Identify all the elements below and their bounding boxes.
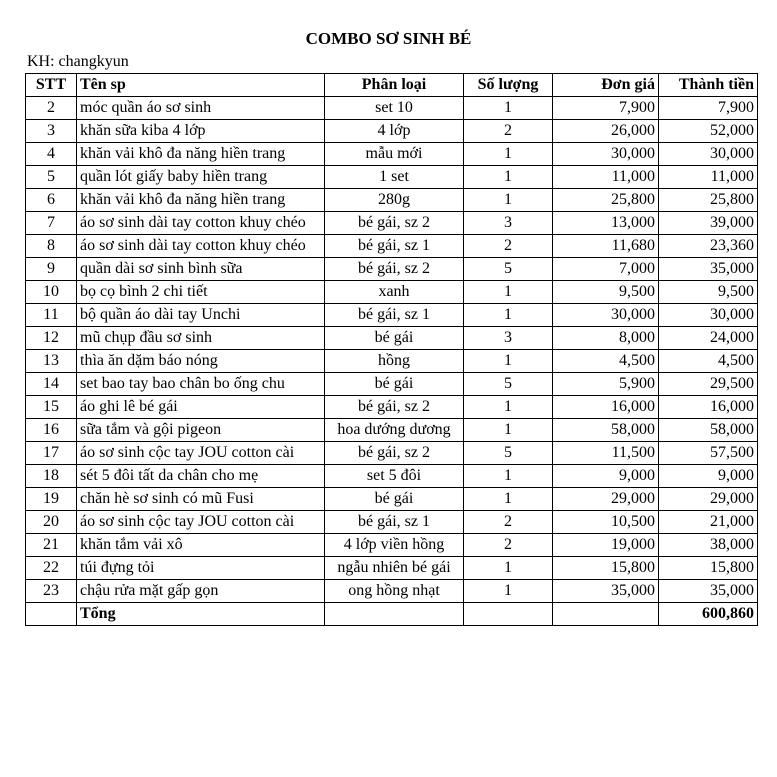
cell-name: áo sơ sinh dài tay cotton khuy chéo xyxy=(77,235,325,258)
table-row xyxy=(26,304,758,327)
cell-name: set bao tay bao chân bo ống chu xyxy=(77,373,325,396)
cell-type: set 5 đôi xyxy=(325,465,464,488)
cell-qty: 5 xyxy=(464,442,553,465)
cell-stt: 22 xyxy=(26,557,77,580)
cell-name: sét 5 đôi tất da chân cho mẹ xyxy=(77,465,325,488)
cell-price: 10,500 xyxy=(553,511,659,534)
cell-total: 9,500 xyxy=(659,281,758,304)
cell-price: 5,900 xyxy=(553,373,659,396)
cell-total: 15,800 xyxy=(659,557,758,580)
cell-total: 35,000 xyxy=(659,258,758,281)
cell-type: bé gái, sz 1 xyxy=(325,304,464,327)
cell-type: 280g xyxy=(325,189,464,212)
cell-total: 52,000 xyxy=(659,120,758,143)
table-row xyxy=(26,189,758,212)
cell-price: 15,800 xyxy=(553,557,659,580)
cell-name: chăn hè sơ sinh có mũ Fusi xyxy=(77,488,325,511)
cell-total: 7,900 xyxy=(659,97,758,120)
cell-price: 11,680 xyxy=(553,235,659,258)
table-row xyxy=(26,511,758,534)
cell-name: khăn tắm vải xô xyxy=(77,534,325,557)
cell-qty: 5 xyxy=(464,373,553,396)
cell-type: bé gái xyxy=(325,373,464,396)
cell-qty: 1 xyxy=(464,189,553,212)
cell-price: 30,000 xyxy=(553,143,659,166)
cell-stt: 3 xyxy=(26,120,77,143)
cell-stt: 13 xyxy=(26,350,77,373)
table-header-row xyxy=(26,74,758,97)
cell-type: bé gái xyxy=(325,488,464,511)
cell-price: 9,000 xyxy=(553,465,659,488)
cell-type: 4 lớp xyxy=(325,120,464,143)
table-row xyxy=(26,373,758,396)
cell-stt: 21 xyxy=(26,534,77,557)
cell-stt: 7 xyxy=(26,212,77,235)
cell-stt: 16 xyxy=(26,419,77,442)
cell-type: bé gái, sz 2 xyxy=(325,212,464,235)
table-footer-row xyxy=(26,603,758,626)
cell-type: xanh xyxy=(325,281,464,304)
cell-qty: 1 xyxy=(464,396,553,419)
cell-stt: 8 xyxy=(26,235,77,258)
cell-name: áo sơ sinh cộc tay JOU cotton cài xyxy=(77,442,325,465)
footer-price-cell xyxy=(553,603,659,626)
cell-type: bé gái, sz 2 xyxy=(325,258,464,281)
table-row xyxy=(26,488,758,511)
header-stt: STT xyxy=(26,74,77,97)
cell-type: bé gái, sz 2 xyxy=(325,396,464,419)
cell-qty: 3 xyxy=(464,212,553,235)
table-row xyxy=(26,419,758,442)
cell-name: bộ quần áo dài tay Unchi xyxy=(77,304,325,327)
cell-price: 9,500 xyxy=(553,281,659,304)
cell-total: 29,000 xyxy=(659,488,758,511)
cell-total: 4,500 xyxy=(659,350,758,373)
cell-price: 7,900 xyxy=(553,97,659,120)
cell-price: 30,000 xyxy=(553,304,659,327)
cell-stt: 23 xyxy=(26,580,77,603)
cell-name: bọ cọ bình 2 chi tiết xyxy=(77,281,325,304)
table-row xyxy=(26,235,758,258)
cell-stt: 2 xyxy=(26,97,77,120)
table-row xyxy=(26,580,758,603)
cell-qty: 5 xyxy=(464,258,553,281)
cell-price: 25,800 xyxy=(553,189,659,212)
cell-name: sữa tắm và gội pigeon xyxy=(77,419,325,442)
combo-table xyxy=(25,73,758,626)
cell-name: quần dài sơ sinh bình sữa xyxy=(77,258,325,281)
cell-type: ong hồng nhạt xyxy=(325,580,464,603)
cell-name: móc quần áo sơ sinh xyxy=(77,97,325,120)
header-total: Thành tiền xyxy=(659,74,758,97)
cell-qty: 2 xyxy=(464,235,553,258)
cell-stt: 12 xyxy=(26,327,77,350)
table-row xyxy=(26,166,758,189)
cell-name: quần lót giấy baby hiền trang xyxy=(77,166,325,189)
cell-name: khăn sữa kiba 4 lớp xyxy=(77,120,325,143)
table-row xyxy=(26,97,758,120)
cell-total: 16,000 xyxy=(659,396,758,419)
cell-price: 4,500 xyxy=(553,350,659,373)
cell-total: 58,000 xyxy=(659,419,758,442)
cell-type: mẫu mới xyxy=(325,143,464,166)
cell-stt: 15 xyxy=(26,396,77,419)
cell-name: áo ghi lê bé gái xyxy=(77,396,325,419)
cell-price: 29,000 xyxy=(553,488,659,511)
cell-stt: 19 xyxy=(26,488,77,511)
footer-type-cell xyxy=(325,603,464,626)
cell-stt: 10 xyxy=(26,281,77,304)
cell-total: 30,000 xyxy=(659,143,758,166)
cell-qty: 1 xyxy=(464,488,553,511)
cell-qty: 2 xyxy=(464,534,553,557)
cell-price: 13,000 xyxy=(553,212,659,235)
cell-total: 24,000 xyxy=(659,327,758,350)
header-type: Phân loại xyxy=(325,74,464,97)
cell-type: hoa dướng dương xyxy=(325,419,464,442)
document-title: COMBO SƠ SINH BÉ xyxy=(305,29,472,48)
cell-type: bé gái, sz 1 xyxy=(325,511,464,534)
cell-stt: 14 xyxy=(26,373,77,396)
cell-total: 9,000 xyxy=(659,465,758,488)
cell-total: 35,000 xyxy=(659,580,758,603)
cell-qty: 2 xyxy=(464,511,553,534)
table-body xyxy=(26,97,758,603)
cell-type: bé gái, sz 2 xyxy=(325,442,464,465)
cell-price: 35,000 xyxy=(553,580,659,603)
cell-price: 19,000 xyxy=(553,534,659,557)
cell-type: ngẫu nhiên bé gái xyxy=(325,557,464,580)
table-row xyxy=(26,327,758,350)
cell-stt: 18 xyxy=(26,465,77,488)
header-price: Đơn giá xyxy=(553,74,659,97)
cell-price: 11,500 xyxy=(553,442,659,465)
table-row xyxy=(26,465,758,488)
footer-label: Tổng xyxy=(77,603,325,626)
footer-stt-cell xyxy=(26,603,77,626)
table-row xyxy=(26,281,758,304)
cell-total: 23,360 xyxy=(659,235,758,258)
table-row xyxy=(26,120,758,143)
cell-total: 11,000 xyxy=(659,166,758,189)
cell-qty: 1 xyxy=(464,304,553,327)
cell-stt: 17 xyxy=(26,442,77,465)
cell-name: áo sơ sinh dài tay cotton khuy chéo xyxy=(77,212,325,235)
cell-stt: 9 xyxy=(26,258,77,281)
cell-stt: 11 xyxy=(26,304,77,327)
cell-name: áo sơ sinh cộc tay JOU cotton cài xyxy=(77,511,325,534)
cell-stt: 4 xyxy=(26,143,77,166)
cell-stt: 6 xyxy=(26,189,77,212)
cell-price: 8,000 xyxy=(553,327,659,350)
cell-type: set 10 xyxy=(325,97,464,120)
cell-name: chậu rửa mặt gấp gọn xyxy=(77,580,325,603)
cell-type: bé gái xyxy=(325,327,464,350)
cell-price: 11,000 xyxy=(553,166,659,189)
footer-qty-cell xyxy=(464,603,553,626)
cell-qty: 2 xyxy=(464,120,553,143)
cell-qty: 1 xyxy=(464,580,553,603)
customer-label: KH: changkyun xyxy=(27,53,129,70)
table-row xyxy=(26,557,758,580)
cell-name: khăn vải khô đa năng hiền trang xyxy=(77,143,325,166)
table-row xyxy=(26,396,758,419)
cell-total: 39,000 xyxy=(659,212,758,235)
cell-total: 29,500 xyxy=(659,373,758,396)
header-qty: Số lượng xyxy=(464,74,553,97)
cell-name: khăn vải khô đa năng hiền trang xyxy=(77,189,325,212)
cell-name: túi đựng tỏi xyxy=(77,557,325,580)
cell-price: 26,000 xyxy=(553,120,659,143)
cell-total: 25,800 xyxy=(659,189,758,212)
cell-type: 4 lớp viền hồng xyxy=(325,534,464,557)
table-row xyxy=(26,534,758,557)
header-name: Tên sp xyxy=(77,74,325,97)
table-row xyxy=(26,143,758,166)
table-row xyxy=(26,212,758,235)
cell-price: 58,000 xyxy=(553,419,659,442)
cell-qty: 1 xyxy=(464,143,553,166)
cell-total: 38,000 xyxy=(659,534,758,557)
cell-qty: 1 xyxy=(464,97,553,120)
cell-qty: 1 xyxy=(464,465,553,488)
cell-stt: 20 xyxy=(26,511,77,534)
cell-type: bé gái, sz 1 xyxy=(325,235,464,258)
cell-qty: 1 xyxy=(464,166,553,189)
cell-type: hồng xyxy=(325,350,464,373)
cell-total: 21,000 xyxy=(659,511,758,534)
cell-qty: 1 xyxy=(464,419,553,442)
cell-qty: 1 xyxy=(464,281,553,304)
cell-price: 7,000 xyxy=(553,258,659,281)
cell-price: 16,000 xyxy=(553,396,659,419)
cell-qty: 1 xyxy=(464,350,553,373)
cell-stt: 5 xyxy=(26,166,77,189)
table-row xyxy=(26,442,758,465)
table-row xyxy=(26,258,758,281)
cell-qty: 1 xyxy=(464,557,553,580)
footer-total: 600,860 xyxy=(659,603,758,626)
cell-name: thìa ăn dặm báo nóng xyxy=(77,350,325,373)
cell-total: 57,500 xyxy=(659,442,758,465)
cell-qty: 3 xyxy=(464,327,553,350)
cell-total: 30,000 xyxy=(659,304,758,327)
cell-type: 1 set xyxy=(325,166,464,189)
cell-name: mũ chụp đầu sơ sinh xyxy=(77,327,325,350)
table-row xyxy=(26,350,758,373)
